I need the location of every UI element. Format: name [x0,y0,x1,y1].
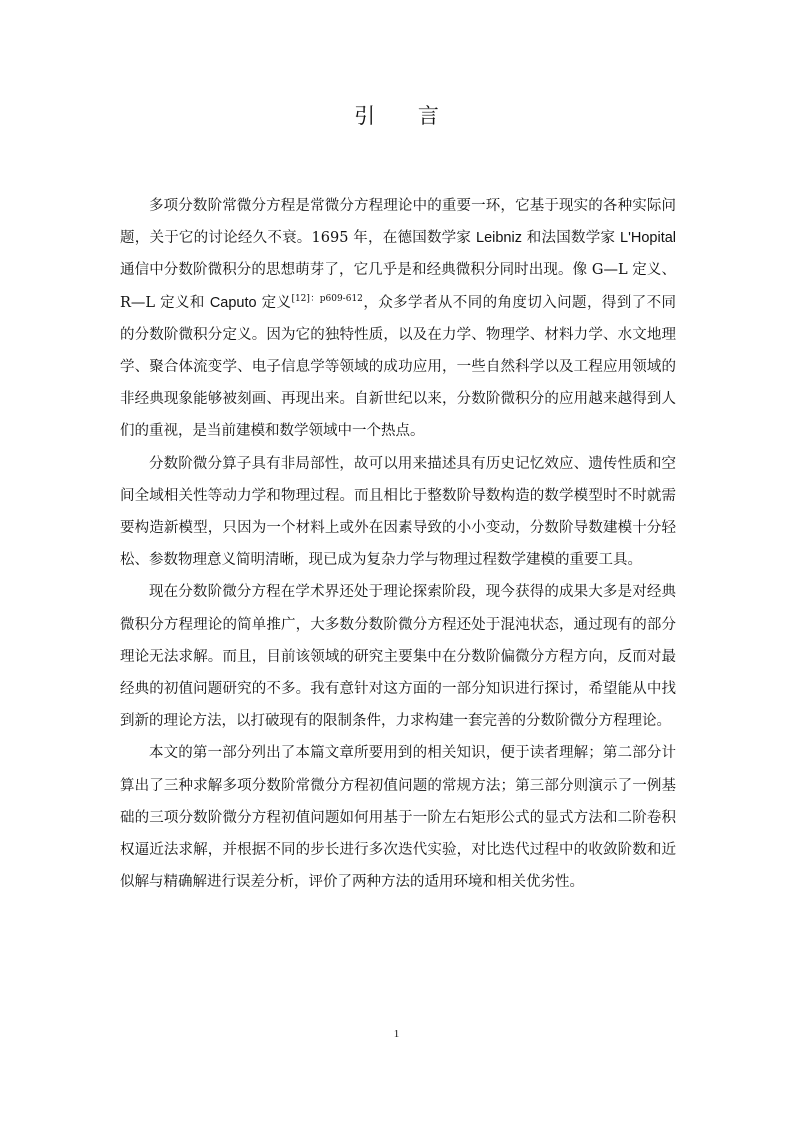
paragraph-1-part-b: 和法国数学家 [521,230,621,247]
body-text [120,190,676,898]
paragraph-1-part-e: ，众多学者从不同的角度切入问题，得到了不同的分数阶微积分定义。因为它的独特性质，以及在力学、物理学、材料力学、水文地理学、聚合体流变学、电子信息学等领域的成功应用，一些自然科学以及工程应用领域的非经典现象能够被刻画、再现出来。自新世纪以来，分数阶微积分的应用越来越得到人们的重视，是当前建模和数学领域中一个热点。 [120,294,677,440]
paragraph-3: 现在分数阶微分方程在学术界还处于理论探索阶段，现今获得的成果大多是对经典微积分方程理论的简单推广，大多数分数阶微分方程还处于混沌状态，通过现有的部分理论无法求解。而且，目前该领域的研究主要集中在分数阶偏微分方程方向，反而对最经典的初值问题研究的不多。我有意针对这方面的一部分知识进行探讨，希望能从中找到新的理论方法，以打破现有的限制条件，力求构建一套完善的分数阶微分方程理论。 [120,584,676,730]
paragraph-4: 本文的第一部分列出了本篇文章所要用到的相关知识，便于读者理解；第二部分计算出了三种求解多项分数阶常微分方程初值问题的常规方法；第三部分则演示了一例基础的三项分数阶微分方程初值问题如何用基于一阶左右矩形公式的显式方法和二阶卷积权逼近法求解，并根据不同的步长进行多次迭代实验，对比迭代过程中的收敛阶数和近似解与精确解进行误差分析，评价了两种方法的适用环境和相关优劣性。 [120,745,676,891]
page-number: 1 [393,1028,400,1040]
paragraph-1-part-c: 通信中分数阶微积分的思想萌芽了，它几乎是和经典微积分同时出现。像 G—L 定义、R—L 定义和 [120,262,676,311]
paragraph-1-part-a: 多项分数阶常微分方程是常微分方程理论中的重要一环，它基于现实的各种实际问题，关于它的讨论经久不衰。1695 年，在德国数学家 [120,198,676,247]
citation-superscript: [12]：p609-612 [291,293,363,304]
paragraph-1 [120,190,676,448]
name-caputo: Caputo [209,294,257,311]
section-heading: 引 言 [354,104,457,128]
name-lhopital: L'Hopital [620,230,677,247]
paragraph-2: 分数阶微分算子具有非局部性，故可以用来描述具有历史记忆效应、遗传性质和空间全域相关性等动力学和物理过程。而且相比于整数阶导数构造的数学模型时不时就需要构造新模型，只因为一个材料上或外在因素导致的小小变动，分数阶导数建模十分轻松、参数物理意义简明清晰，现已成为复杂力学与物理过程数学建模的重要工具。 [120,455,676,569]
name-leibniz: Leibniz [476,230,522,247]
paragraph-1-part-d: 定义 [256,294,292,311]
